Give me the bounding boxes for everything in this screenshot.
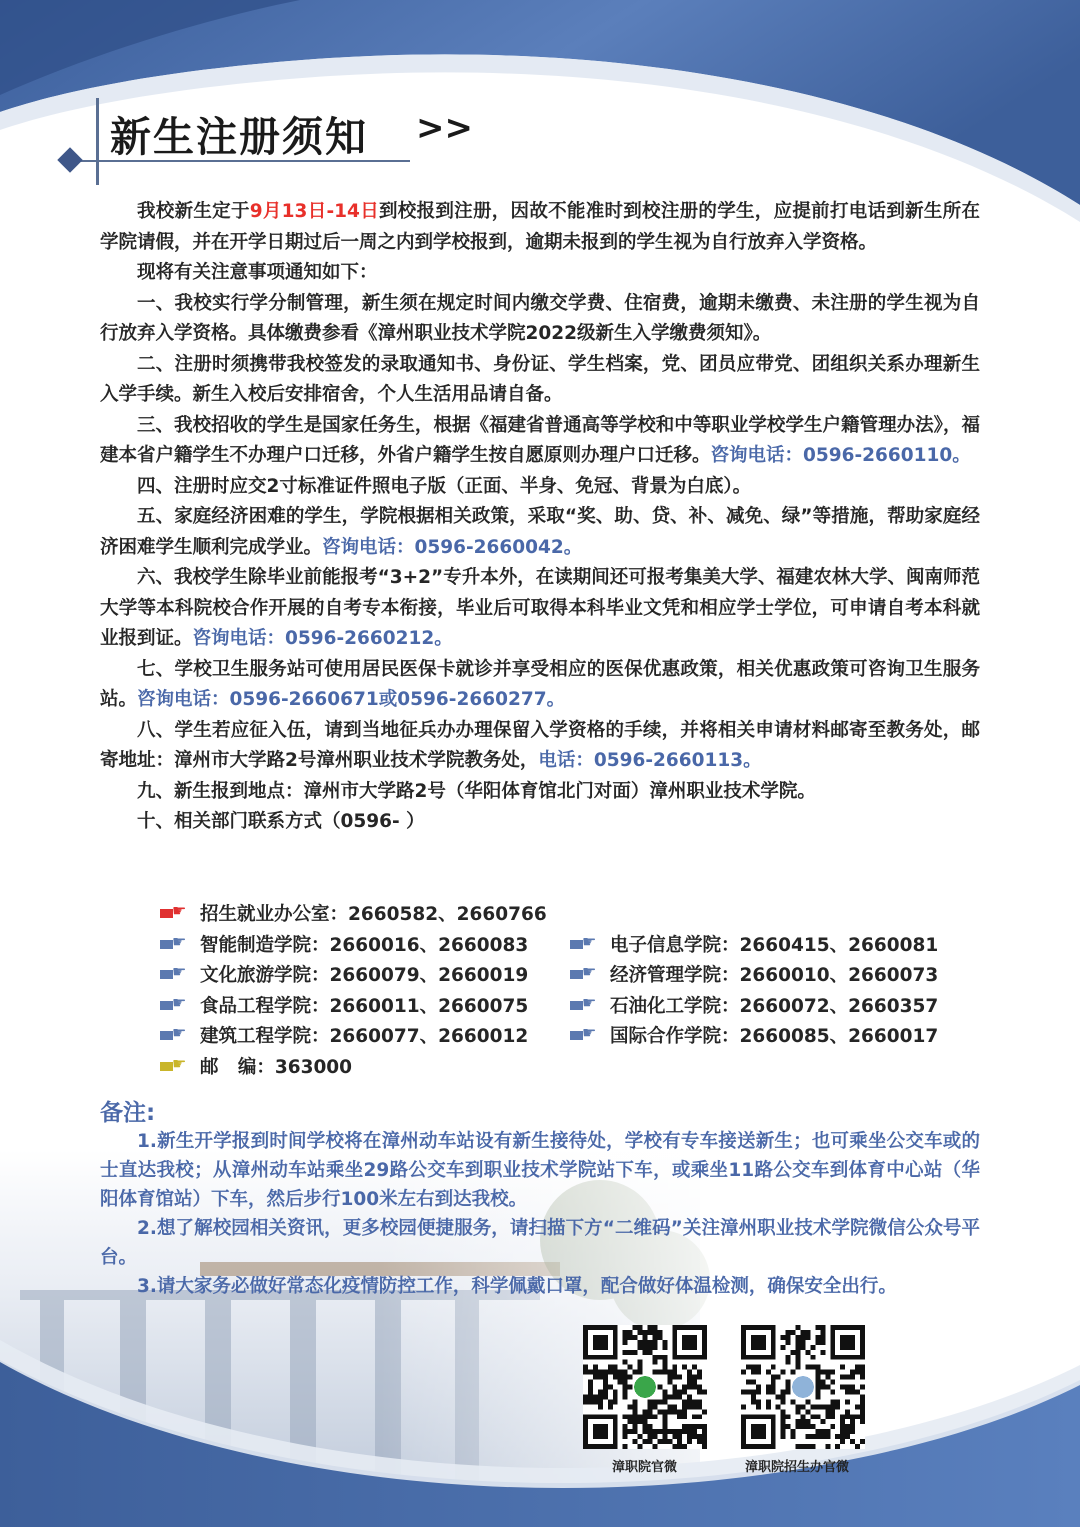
notes-title: 备注: [100, 1100, 156, 1126]
qr-code-admissions-wechat[interactable] [741, 1325, 865, 1449]
contact-row [160, 929, 980, 960]
item-4: 四、注册时应交2寸标准证件照电子版（正面、半身、免冠、背景为白底）。 [137, 475, 752, 497]
item-9: 九、新生报到地点：漳州市大学路2号（华阳体育馆北门对面）漳州职业技术学院。 [137, 780, 816, 802]
pointing-hand-icon: ☛ [160, 1059, 190, 1073]
intro-lead: 现将有关注意事项通知如下： [137, 262, 378, 283]
contact-item: ☛ 食品工程学院：2660011、2660075 [160, 992, 570, 1018]
header-vertical-rule [96, 98, 99, 185]
pointing-hand-icon: ☛ [570, 937, 600, 951]
contact-item: ☛ 智能制造学院：2660016、2660083 [160, 931, 570, 957]
registration-date: 9月13日-14日 [249, 201, 380, 222]
contact-item: ☛ 招生就业办公室：2660582、2660766 [160, 900, 584, 926]
contact-row [160, 898, 980, 929]
pointing-hand-icon: ☛ [160, 967, 190, 981]
item-8: 八、学生若应征入伍，请到当地征兵办办理保留入学资格的手续，并将相关申请材料邮寄至教务处，邮寄地址：漳州市大学路2号漳州职业技术学院教务处，电话：0596-2660113。 [100, 719, 980, 771]
pointing-hand-icon: ☛ [570, 998, 600, 1012]
pointing-hand-icon: ☛ [570, 1028, 600, 1042]
contact-row [160, 1051, 980, 1082]
page-title: 新生注册须知 [110, 113, 368, 161]
pointing-hand-icon: ☛ [160, 998, 190, 1012]
contact-row [160, 1020, 980, 1051]
title-arrows: >> [416, 108, 473, 148]
note-2: 2.想了解校园相关资讯，更多校园便捷服务，请扫描下方“二维码”关注漳州职业技术学院微信公众号平台。 [100, 1218, 980, 1268]
item-6: 六、我校学生除毕业前能报考“3+2”专升本外，在读期间还可报考集美大学、福建农林大学、闽南师范大学等本科院校合作开展的自考专本衔接，毕业后可取得本科毕业文凭和相应学士学位，可申请自考本科就业报到证。咨询电话：0596-2660212。 [100, 567, 980, 649]
phone-3: 咨询电话：0596-2660110。 [710, 445, 971, 466]
header-diamond-icon [57, 147, 82, 172]
contact-item: ☛ 国际合作学院：2660085、2660017 [570, 1022, 980, 1048]
pointing-hand-icon: ☛ [160, 937, 190, 951]
item-5: 五、家庭经济困难的学生，学院根据相关政策，采取“奖、助、贷、补、减免、绿”等措施，帮助家庭经济困难学生顺利完成学业。咨询电话：0596-2660042。 [100, 506, 980, 558]
pointing-hand-icon: ☛ [160, 1028, 190, 1042]
contact-row [160, 990, 980, 1021]
contact-item: ☛ 邮 编：363000 [160, 1053, 584, 1079]
contact-item: ☛ 电子信息学院：2660415、2660081 [570, 931, 980, 957]
notice-body [100, 197, 980, 838]
notes-body [100, 1127, 980, 1301]
note-1: 1.新生开学报到时间学校将在漳州动车站设有新生接待处，学校有专车接送新生；也可乘坐公交车或的士直达我校；从漳州动车站乘坐29路公交车到职业技术学院站下车，或乘坐11路公交车到体育中心站（华阳体育馆站）下车，然后步行100米左右到达我校。 [100, 1131, 980, 1210]
phone-7: 咨询电话：0596-2660671或0596-2660277。 [137, 689, 566, 710]
pointing-hand-icon: ☛ [570, 967, 600, 981]
phone-8: 电话：0596-2660113。 [538, 750, 762, 771]
item-2: 二、注册时须携带我校签发的录取通知书、身份证、学生档案，党、团员应带党、团组织关系办理新生入学手续。新生入校后安排宿舍，个人生活用品请自备。 [100, 353, 980, 405]
item-3: 三、我校招收的学生是国家任务生，根据《福建省普通高等学校和中等职业学校学生户籍管理办法》，福建本省户籍学生不办理户口迁移，外省户籍学生按自愿原则办理户口迁移。咨询电话：0596-2660110。 [100, 414, 980, 466]
phone-6: 咨询电话：0596-2660212。 [192, 628, 453, 649]
qr-code-official-wechat[interactable] [583, 1325, 707, 1449]
pointing-hand-icon: ☛ [160, 906, 190, 920]
item-1: 一、我校实行学分制管理，新生须在规定时间内缴交学费、住宿费，逾期未缴费、未注册的学生视为自行放弃入学资格。具体缴费参看《漳州职业技术学院2022级新生入学缴费须知》。 [100, 292, 980, 344]
note-3: 3.请大家务必做好常态化疫情防控工作，科学佩戴口罩，配合做好体温检测，确保安全出行。 [137, 1276, 897, 1297]
contact-item: ☛ 经济管理学院：2660010、2660073 [570, 961, 980, 987]
contact-row [160, 959, 980, 990]
item-10: 十、相关部门联系方式（0596- ） [137, 811, 425, 832]
qr-caption-official: 漳职院官微 [612, 1460, 678, 1475]
contact-item: ☛ 文化旅游学院：2660079、2660019 [160, 961, 570, 987]
phone-5: 咨询电话：0596-2660042。 [322, 536, 583, 558]
contact-list [160, 898, 980, 1081]
intro-paragraph: 我校新生定于9月13日-14日到校报到注册，因故不能准时到校注册的学生，应提前打电话到新生所在学院请假，并在开学日期过后一周之内到学校报到，逾期未报到的学生视为自行放弃入学资格。 [100, 201, 980, 253]
qr-caption-admissions: 漳职院招生办官微 [745, 1460, 850, 1475]
contact-item: ☛ 建筑工程学院：2660077、2660012 [160, 1022, 570, 1048]
contact-item: ☛ 石油化工学院：2660072、2660357 [570, 992, 980, 1018]
item-7: 七、学校卫生服务站可使用居民医保卡就诊并享受相应的医保优惠政策，相关优惠政策可咨询卫生服务站。咨询电话：0596-2660671或0596-2660277。 [100, 658, 980, 710]
